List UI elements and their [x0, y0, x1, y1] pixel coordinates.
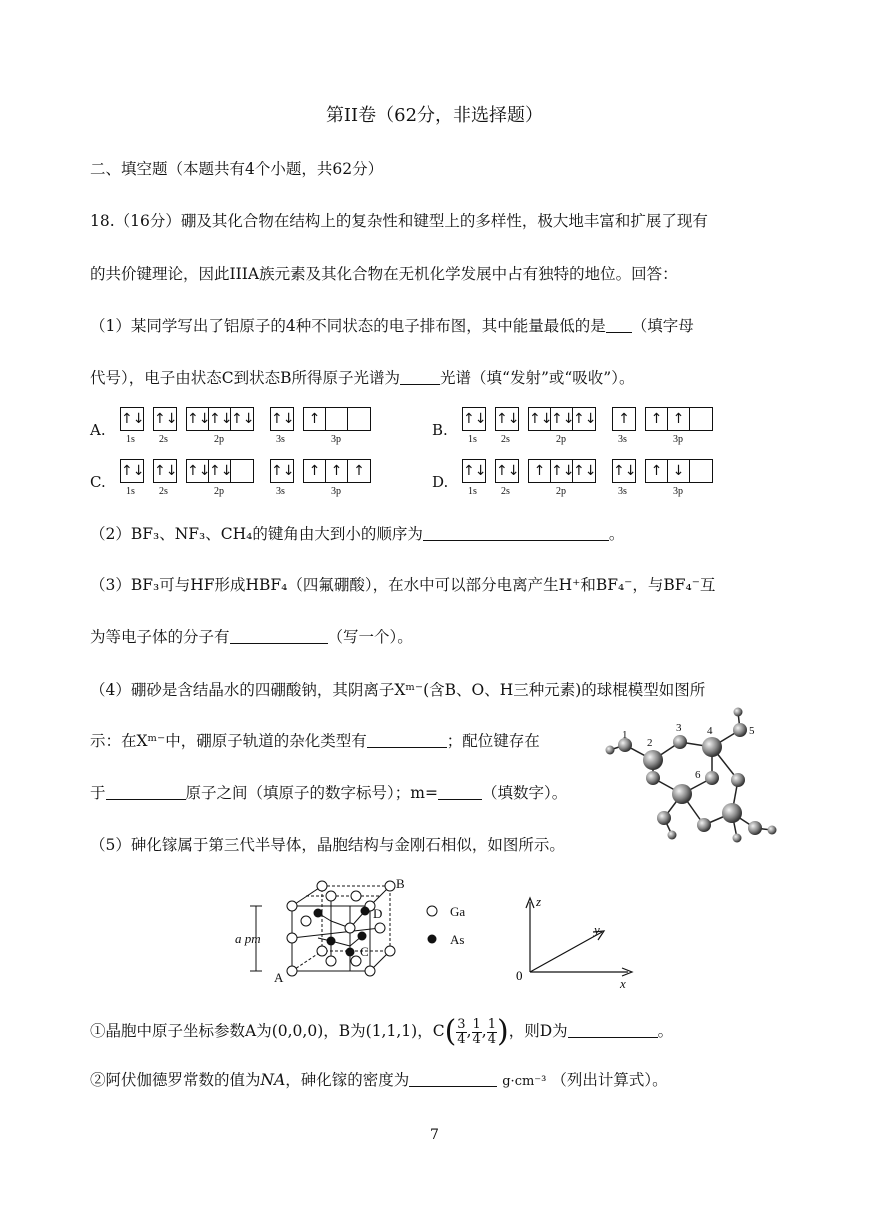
orbital-box-3p: [303, 459, 371, 483]
orbital-cell: ↑↓: [121, 463, 145, 479]
frac-c-y: $\frac{1}{4}$: [472, 1016, 481, 1047]
model-label-5: 5: [749, 725, 755, 737]
model-atom-h: [668, 831, 677, 840]
orbital-sub-label: 2p: [214, 434, 224, 445]
orbital-cell: ↑↓: [529, 408, 551, 430]
orbital-cell: ↑↓: [271, 411, 295, 427]
answer-blank-6[interactable]: [106, 783, 186, 800]
q18-part4-line3: [90, 783, 567, 803]
cell-edge-label: a pm: [235, 931, 261, 946]
orbital-cell: ↑↓: [613, 463, 637, 479]
q18-part5-sub2: [90, 1070, 668, 1092]
answer-blank-1[interactable]: [606, 316, 632, 333]
orbital-box-3p: [645, 459, 713, 483]
coord-a: (0,0,0): [271, 1022, 324, 1040]
model-atom-o: [646, 771, 660, 785]
orbital-sub-label: 2s: [501, 434, 510, 445]
orbital-sub-label: 3p: [673, 434, 683, 445]
q18-part4-text-d: 于: [90, 784, 106, 802]
model-atom-o: [697, 818, 711, 832]
model-atom-o: [657, 811, 671, 825]
cell-label-b: B: [396, 876, 405, 891]
orbital-sub-label: 1s: [126, 434, 135, 445]
model-atom-h: [606, 746, 615, 755]
orbital-cell: ↑: [646, 460, 668, 482]
orbital-box-1s: [120, 407, 144, 431]
frac-c-z: $\frac{1}{4}$: [487, 1016, 496, 1047]
legend-as-label: As: [450, 932, 465, 947]
orbital-box-2p: [528, 459, 596, 483]
q5-1-text-d: ，则D为: [508, 1022, 568, 1040]
orbital-sub-label: 3s: [618, 434, 627, 445]
orbital-cell: ↑: [646, 408, 668, 430]
ball-stick-model: [600, 700, 785, 855]
orbital-cell: [690, 460, 712, 482]
orbital-cell: ↑↓: [154, 411, 178, 427]
orbital-box-3p: [645, 407, 713, 431]
legend-as-icon: [428, 935, 437, 944]
q18-part4-line2: [90, 731, 540, 751]
q5-2-text-c: （列出计算式）。: [551, 1071, 668, 1089]
answer-blank-7[interactable]: [438, 783, 482, 800]
orbital-cell: ↑↓: [121, 411, 145, 427]
model-label-1: 1: [622, 729, 628, 741]
orbital-cell: ↑↓: [271, 463, 295, 479]
q18-part4-text-b: 示：在Xᵐ⁻中，硼原子轨道的杂化类型有: [90, 732, 367, 750]
q18-part1-text-b: （填字母: [631, 317, 694, 335]
answer-blank-4[interactable]: [230, 627, 328, 644]
orbital-box-2p: [186, 407, 254, 431]
orbital-cell: ↑↓: [187, 408, 209, 430]
orbital-cell: ↑↓: [463, 411, 487, 427]
orbital-cell: ↑↓: [551, 408, 573, 430]
model-atom-o: [748, 821, 762, 835]
orbital-cell: [348, 408, 370, 430]
orbital-cell: ↑↓: [231, 411, 255, 427]
q18-part4-text-c: ；配位键存在: [446, 732, 540, 750]
model-atom-4: [702, 737, 722, 757]
q18-part3-line1: （3）BF₃可与HF形成HBF₄（四氟硼酸），在水中可以部分电离产生H⁺和BF₄⁻，与BF₄⁻互: [90, 576, 716, 594]
q18-part5-sub1: ①晶胞中原子坐标参数A为(0,0,0)，B为(1,1,1)，C( $\frac{3}{4}$ , $\frac{1}{4}$ , $\frac{1}{4}$ )，则D为 。: [90, 1014, 674, 1049]
frac-c-x: $\frac{3}{4}$: [457, 1016, 466, 1047]
orbital-sub-label: 1s: [468, 486, 477, 497]
orbital-cell: ↑↓: [187, 460, 209, 482]
q18-part5: （5）砷化镓属于第三代半导体，晶胞结构与金刚石相似，如图所示。: [90, 836, 565, 854]
avogadro-symbol: NA: [260, 1071, 286, 1089]
orbital-box-3s: [270, 459, 294, 483]
density-unit: g·cm⁻³: [502, 1074, 547, 1089]
orbital-box-2p: [186, 459, 254, 483]
orbital-box-3s: [612, 407, 636, 431]
orbital-sub-label: 3p: [331, 434, 341, 445]
answer-blank-8[interactable]: [568, 1021, 658, 1038]
orbital-cell: [326, 408, 348, 430]
cell-label-d: D: [373, 906, 383, 921]
orbital-sub-label: 3p: [331, 486, 341, 497]
orbital-box-2s: [495, 407, 519, 431]
q18-part1-line1: [90, 316, 694, 336]
answer-blank-2[interactable]: [400, 368, 440, 385]
q18-part1-line2: [90, 368, 634, 388]
orbital-cell: ↑↓: [573, 411, 597, 427]
coordinate-axes: [510, 890, 640, 990]
orbital-cell: ↑: [304, 460, 326, 482]
q5-1-text-e: 。: [657, 1022, 674, 1040]
orbital-sub-label: 2s: [501, 486, 510, 497]
model-atom-h: [733, 834, 742, 843]
orbital-cell: ↑: [326, 460, 348, 482]
model-atom-o: [731, 773, 745, 787]
answer-blank-5[interactable]: [367, 731, 447, 748]
orbital-box-1s: [462, 407, 486, 431]
answer-blank-9[interactable]: [409, 1070, 497, 1087]
axis-label-y: y: [594, 922, 600, 937]
axis-label-z: z: [536, 894, 542, 909]
orbital-sub-label: 2p: [556, 434, 566, 445]
model-atom-b: [672, 784, 692, 804]
orbital-box-2s: [153, 407, 177, 431]
orbital-sub-label: 3s: [276, 486, 285, 497]
q5-2-text-b: ，砷化镓的密度为: [285, 1071, 410, 1089]
orbital-cell: ↑↓: [496, 463, 520, 479]
model-atom-6: [705, 771, 719, 785]
model-label-4: 4: [707, 725, 713, 737]
orbital-sub-label: 3s: [618, 486, 627, 497]
option-label: A.: [90, 421, 106, 439]
page-number: 7: [430, 1127, 439, 1143]
orbital-cell: ↑: [304, 408, 326, 430]
orbital-sub-label: 1s: [468, 434, 477, 445]
q18-part4-line1: （4）硼砂是含结晶水的四硼酸钠，其阴离子Xᵐ⁻(含B、O、H三种元素)的球棍模型如图所: [90, 681, 706, 699]
orbital-cell: ↑↓: [209, 408, 231, 430]
orbital-box-3p: [303, 407, 371, 431]
q18-part4-text-f: （填数字）。: [481, 784, 568, 802]
model-atom-3: [673, 735, 687, 749]
orbital-cell: ↑: [668, 408, 690, 430]
q5-2-text-a: ②阿伏伽德罗常数的值为: [90, 1071, 261, 1089]
cell-label-c: C: [360, 944, 369, 959]
model-atom-5: [733, 723, 747, 737]
axis-origin: 0: [516, 968, 523, 983]
crystal-cell-diagram: [230, 876, 480, 992]
orbital-cell: [690, 408, 712, 430]
orbital-box-1s: [462, 459, 486, 483]
orbital-cell: ↓: [668, 460, 690, 482]
model-atom-b: [722, 803, 742, 823]
orbital-sub-label: 3s: [276, 434, 285, 445]
orbital-sub-label: 2s: [159, 486, 168, 497]
cell-label-a: A: [274, 970, 284, 985]
orbital-cell: [231, 460, 253, 482]
q18-part3-line2: [90, 627, 413, 647]
option-label: D.: [432, 473, 449, 491]
orbital-box-3s: [270, 407, 294, 431]
orbital-cell: ↑: [529, 460, 551, 482]
orbital-box-2s: [495, 459, 519, 483]
model-atom-h: [734, 708, 743, 717]
q18-part3-text-c: （写一个）。: [327, 628, 413, 646]
orbital-cell: ↑: [618, 411, 630, 427]
legend-ga-label: Ga: [450, 904, 466, 919]
model-atom-2: [643, 750, 663, 770]
orbital-sub-label: 3p: [673, 486, 683, 497]
q18-part3-text-b: 为等电子体的分子有: [90, 628, 230, 646]
page-title: 第II卷（62分，非选择题）: [325, 105, 544, 126]
q5-1-text-b: ，B为: [323, 1022, 366, 1040]
q18-part1-text-a: （1）某同学写出了铝原子的4种不同状态的电子排布图，其中能量最低的是: [90, 317, 606, 335]
section-heading: 二、填空题（本题共有4个小题，共62分）: [90, 160, 384, 178]
orbital-cell: ↑↓: [463, 463, 487, 479]
answer-blank-3[interactable]: [423, 524, 609, 541]
q18-part2-end: 。: [608, 525, 625, 543]
model-label-3: 3: [676, 722, 682, 734]
q18-part4-text-e: 原子之间（填原子的数字标号）；m=: [185, 784, 438, 802]
q18-part1-text-c: 代号），电子由状态C到状态B所得原子光谱为: [90, 369, 401, 387]
axis-label-x: x: [620, 976, 626, 990]
option-label: C.: [90, 473, 106, 491]
orbital-cell: ↑: [353, 463, 365, 479]
orbital-sub-label: 2p: [214, 486, 224, 497]
orbital-cell: ↑↓: [551, 460, 573, 482]
q18-intro-line2: 的共价键理论，因此IIIA族元素及其化合物在无机化学发展中占有独特的地位。回答：: [90, 265, 678, 283]
q5-1-text-a: ①晶胞中原子坐标参数A为: [90, 1022, 272, 1040]
orbital-sub-label: 2p: [556, 486, 566, 497]
model-label-2: 2: [647, 737, 653, 749]
orbital-cell: ↑↓: [573, 463, 597, 479]
q5-1-text-c: ，C: [417, 1022, 445, 1040]
orbital-cell: ↑↓: [496, 411, 520, 427]
legend-ga-icon: [427, 906, 437, 916]
orbital-cell: ↑↓: [209, 460, 231, 482]
orbital-box-2p: [528, 407, 596, 431]
q18-part1-text-d: 光谱（填“发射”或“吸收”）。: [440, 369, 635, 387]
orbital-box-3s: [612, 459, 636, 483]
orbital-box-2s: [153, 459, 177, 483]
model-label-6: 6: [695, 769, 701, 781]
orbital-sub-label: 2s: [159, 434, 168, 445]
coord-b: (1,1,1): [365, 1022, 418, 1040]
q18-intro-line1: 18.（16分）硼及其化合物在结构上的复杂性和键型上的多样性，极大地丰富和扩展了现有: [90, 212, 708, 230]
model-atom-h: [768, 826, 777, 835]
orbital-box-1s: [120, 459, 144, 483]
q18-part2: [90, 524, 624, 544]
option-label: B.: [432, 421, 448, 439]
q18-part2-text: （2）BF₃、NF₃、CH₄的键角由大到小的顺序为: [90, 525, 423, 543]
orbital-cell: ↑↓: [154, 463, 178, 479]
orbital-sub-label: 1s: [126, 486, 135, 497]
